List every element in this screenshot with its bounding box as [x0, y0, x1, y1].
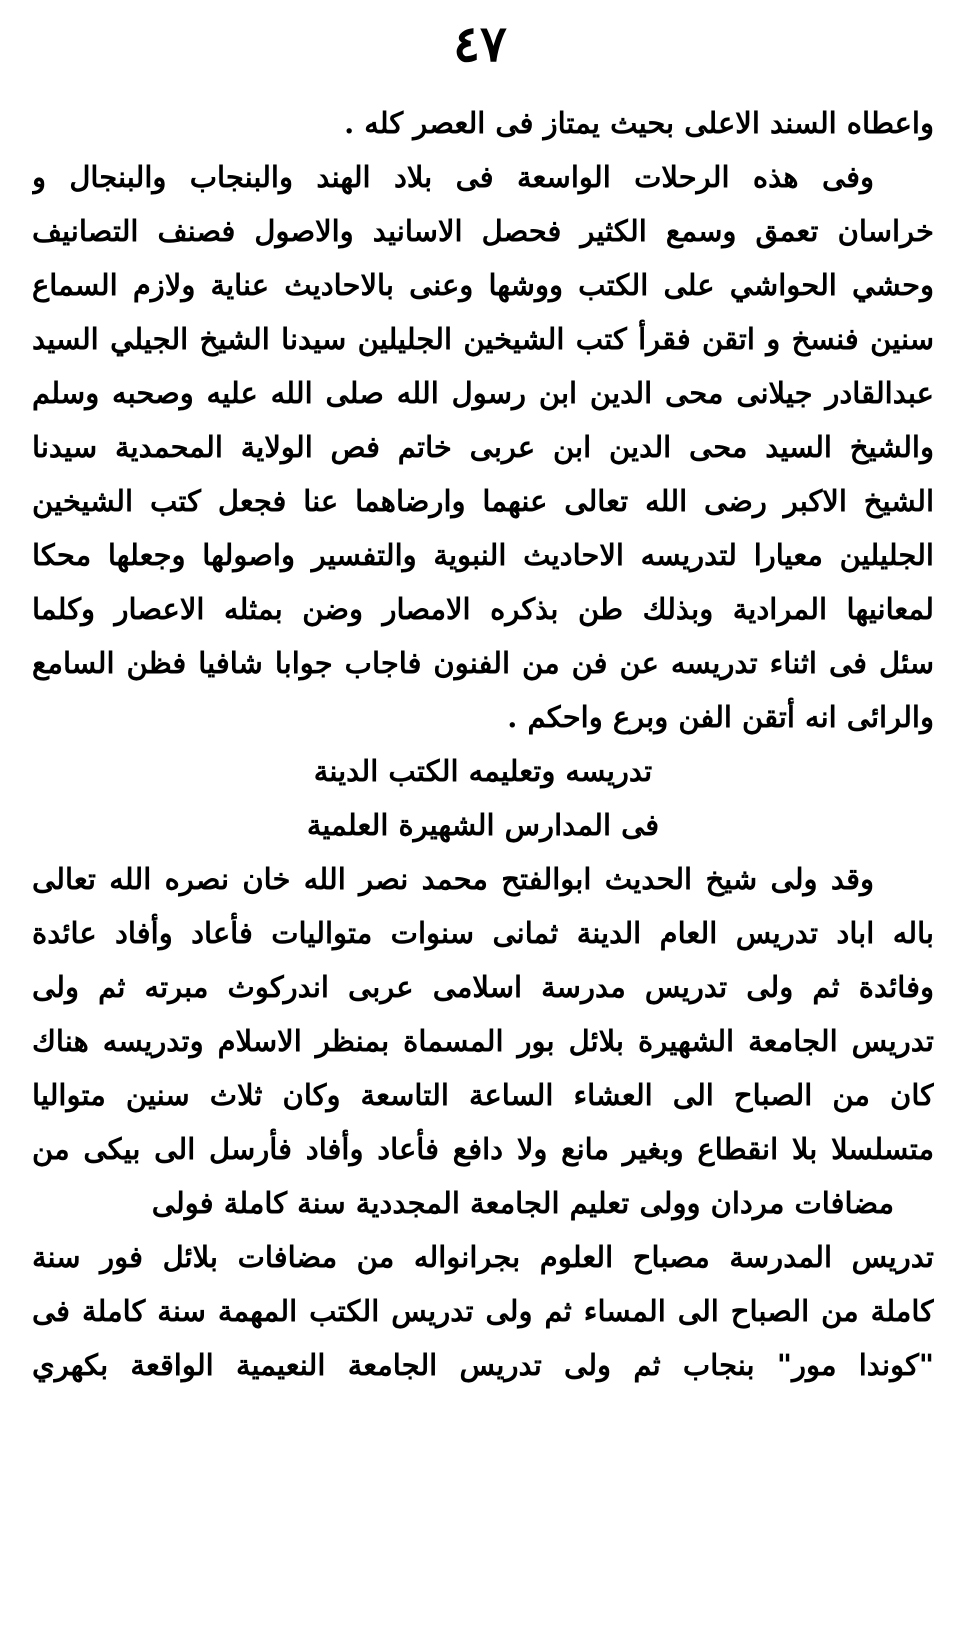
body-text	[32, 96, 934, 1392]
text-line: خراسان تعمق وسمع الكثير فحصل الاسانيد والاصول فصنف التصانيف	[32, 214, 934, 248]
text-line: كان من الصباح الى العشاء الساعة التاسعة وكان ثلاث سنين متواليا	[32, 1078, 934, 1112]
text-line: والرائى انه أتقن الفن وبرع واحكم .	[507, 700, 934, 734]
text-line: وحشي الحواشي على الكتب ووشها وعنى بالاحاديث عناية ولازم السماع	[32, 268, 934, 302]
text-line: الشيخ الاكبر رضى الله تعالى عنهما وارضاهما عنا فجعل كتب الشيخين	[32, 484, 934, 518]
text-line: كاملة من الصباح الى المساء ثم ولى تدريس الكتب المهمة سنة كاملة فى	[32, 1294, 934, 1328]
paragraph-first-line: وفى هذه الرحلات الواسعة فى بلاد الهند والبنجاب والبنجال و	[32, 160, 874, 194]
text-line: عبدالقادر جيلانى محى الدين ابن رسول الله صلى الله عليه وصحبه وسلم	[32, 376, 934, 410]
page-number: ٤٧	[453, 14, 507, 73]
text-line: "كوندا مور" بنجاب ثم ولى تدريس الجامعة النعيمية الواقعة بكهري	[32, 1348, 934, 1382]
text-line: باله اباد تدريس العام الدينة ثمانى سنوات متواليات فأعاد وأفاد عائدة	[32, 916, 934, 950]
section-heading-line-2: فى المدارس الشهيرة العلمية	[306, 808, 660, 842]
text-line: متسلسلا بلا انقطاع وبغير مانع ولا دافع فأعاد وأفاد فأرسل الى بيكى من	[32, 1132, 934, 1166]
text-line: لمعانيها المرادية وبذلك طن بذكره الامصار وضن بمثله الاعصار وكلما	[32, 592, 934, 626]
section-heading-line-1: تدريسه وتعليمه الكتب الدينة	[313, 754, 653, 788]
text-line: وفائدة ثم ولى تدريس مدرسة اسلامى عربى اندركوث مبرته ثم ولى	[32, 970, 934, 1004]
text-line: تدريس المدرسة مصباح العلوم بجرانواله من مضافات بلائل فور سنة	[32, 1240, 934, 1274]
text-line: سنين فنسخ و اتقن فقرأ كتب الشيخين الجليلين سيدنا الشيخ الجيلي السيد	[32, 322, 934, 356]
text-line: الجليلين معيارا لتدريسه الاحاديث النبوية والتفسير واصولها وجعلها محكا	[32, 538, 934, 572]
paragraph-first-line: وقد ولى شيخ الحديث ابوالفتح محمد نصر الله خان نصره الله تعالى	[32, 862, 874, 896]
text-line: واعطاه السند الاعلى بحيث يمتاز فى العصر كله .	[344, 106, 934, 140]
text-line: والشيخ السيد محى الدين ابن عربى خاتم فص الولاية المحمدية سيدنا	[32, 430, 934, 464]
text-line: سئل فى اثناء تدريسه عن فن من الفنون فاجاب جوابا شافيا فظن السامع	[32, 646, 934, 680]
text-line: مضافات مردان وولى تعليم الجامعة المجددية سنة كاملة فولى	[151, 1186, 894, 1220]
text-line: تدريس الجامعة الشهيرة بلائل بور المسماة بمنظر الاسلام وتدريسه هناك	[32, 1024, 934, 1058]
